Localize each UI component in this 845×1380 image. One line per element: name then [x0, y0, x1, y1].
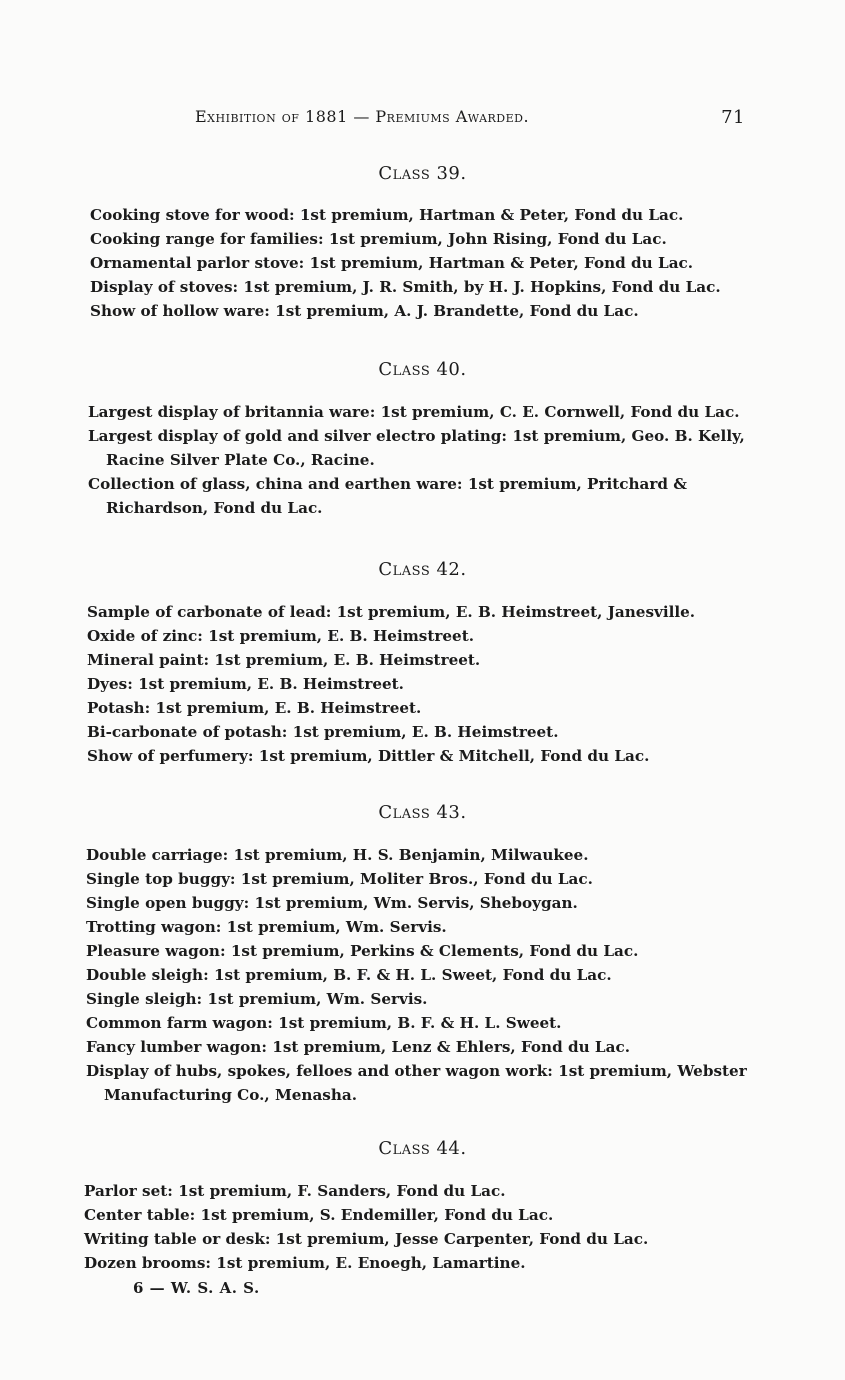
list-item: Dozen brooms: 1st premium, E. Enoegh, Lamartine. — [84, 1254, 526, 1272]
list-item: Single open buggy: 1st premium, Wm. Servis, Sheboygan. — [86, 894, 578, 912]
running-head — [195, 107, 755, 126]
class-39-heading: Class 39. — [378, 163, 467, 184]
list-item: Ornamental parlor stove: 1st premium, Hartman & Peter, Fond du Lac. — [90, 254, 694, 272]
list-item: Double carriage: 1st premium, H. S. Benjamin, Milwaukee. — [86, 846, 589, 864]
list-item: Cooking range for families: 1st premium, John Rising, Fond du Lac. — [90, 230, 667, 248]
list-item: Parlor set: 1st premium, F. Sanders, Fond du Lac. — [84, 1182, 506, 1200]
class-42-heading: Class 42. — [378, 559, 467, 580]
class-44-heading: Class 44. — [378, 1138, 467, 1159]
list-item: Potash: 1st premium, E. B. Heimstreet. — [87, 699, 422, 717]
class-43-heading: Class 43. — [378, 802, 467, 823]
list-item: Mineral paint: 1st premium, E. B. Heimstreet. — [87, 651, 481, 669]
list-item: Pleasure wagon: 1st premium, Perkins & Clements, Fond du Lac. — [86, 942, 639, 960]
list-item: Sample of carbonate of lead: 1st premium, E. B. Heimstreet, Janesville. — [87, 603, 696, 621]
list-item: Show of perfumery: 1st premium, Dittler & Mitchell, Fond du Lac. — [87, 747, 650, 765]
list-item: Largest display of britannia ware: 1st premium, C. E. Cornwell, Fond du Lac. — [88, 403, 740, 421]
list-item: Oxide of zinc: 1st premium, E. B. Heimstreet. — [87, 627, 474, 645]
list-item: Cooking stove for wood: 1st premium, Hartman & Peter, Fond du Lac. — [90, 206, 684, 224]
list-item: Largest display of gold and silver electro plating: 1st premium, Geo. B. Kelly, Racine Silver Plate Co., Racine. — [88, 427, 745, 469]
class-44-list — [84, 1179, 764, 1275]
class-39-list — [90, 203, 770, 323]
page-number: 71 — [721, 107, 745, 128]
list-item: Collection of glass, china and earthen ware: 1st premium, Pritchard & Richardson, Fond du Lac. — [88, 475, 688, 517]
list-item: Double sleigh: 1st premium, B. F. & H. L. Sweet, Fond du Lac. — [86, 966, 612, 984]
list-item: Display of stoves: 1st premium, J. R. Smith, by H. J. Hopkins, Fond du Lac. — [90, 278, 721, 296]
list-item: Single sleigh: 1st premium, Wm. Servis. — [86, 990, 428, 1008]
list-item: Bi-carbonate of potash: 1st premium, E. B. Heimstreet. — [87, 723, 559, 741]
list-item: Single top buggy: 1st premium, Moliter Bros., Fond du Lac. — [86, 870, 593, 888]
class-40-list — [88, 400, 768, 520]
list-item: Writing table or desk: 1st premium, Jesse Carpenter, Fond du Lac. — [84, 1230, 649, 1248]
signature-mark: 6 — W. S. A. S. — [133, 1279, 260, 1297]
page-header-title: Exhibition of 1881 — Premiums Awarded. — [195, 107, 530, 126]
list-item: Trotting wagon: 1st premium, Wm. Servis. — [86, 918, 447, 936]
class-42-list — [87, 600, 767, 768]
class-40-heading: Class 40. — [378, 359, 467, 380]
list-item: Fancy lumber wagon: 1st premium, Lenz & Ehlers, Fond du Lac. — [86, 1038, 630, 1056]
list-item: Center table: 1st premium, S. Endemiller, Fond du Lac. — [84, 1206, 554, 1224]
list-item: Display of hubs, spokes, felloes and other wagon work: 1st premium, Webster Manufacturing Co., Menasha. — [86, 1062, 747, 1104]
list-item: Common farm wagon: 1st premium, B. F. & H. L. Sweet. — [86, 1014, 562, 1032]
class-43-list — [86, 843, 766, 1107]
list-item: Dyes: 1st premium, E. B. Heimstreet. — [87, 675, 404, 693]
list-item: Show of hollow ware: 1st premium, A. J. Brandette, Fond du Lac. — [90, 302, 639, 320]
